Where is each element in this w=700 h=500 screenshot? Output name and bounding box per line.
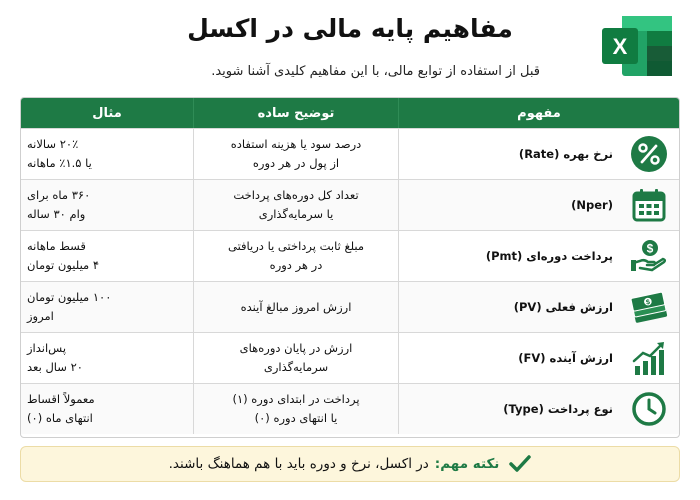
concept-cell (399, 384, 679, 434)
page-subtitle: قبل از استفاده از توابع مالی، با این مفاهیم کلیدی آشنا شوید. (211, 64, 540, 79)
example-cell (21, 180, 194, 230)
cash-stack-icon (629, 287, 669, 327)
example-line: امروز (27, 309, 54, 323)
description-cell (194, 129, 399, 179)
description-line: تعداد کل دوره‌های پرداخت (233, 188, 359, 202)
concept-cell (399, 129, 679, 179)
important-note (20, 446, 680, 482)
example-line: وام ۳۰ ساله (27, 207, 86, 221)
example-line: قسط ماهانه (27, 239, 86, 253)
table-row (21, 281, 679, 332)
example-cell (21, 129, 194, 179)
note-title: نکته مهم: (434, 456, 500, 472)
svg-text:$: $ (645, 298, 651, 307)
table-row (21, 332, 679, 383)
example-line: پس‌انداز (27, 341, 67, 355)
svg-text:X: X (612, 34, 628, 59)
concept-label: ارزش فعلی (PV) (513, 300, 613, 314)
concept-label: ارزش آینده (FV) (518, 351, 613, 365)
description-line: پرداخت در ابتدای دوره (۱) (232, 392, 360, 406)
example-cell (21, 333, 194, 383)
concept-cell (399, 282, 679, 332)
concept-label: نوع پرداخت (Type) (503, 402, 613, 416)
description-line: یا سرمایه‌گذاری (258, 207, 334, 221)
description-cell (194, 384, 399, 434)
page-title: مفاهیم پایه مالی در اکسل (187, 14, 513, 43)
concepts-table (20, 97, 680, 438)
concept-label: (Nper) (571, 198, 613, 212)
description-line: درصد سود یا هزینه استفاده (230, 137, 362, 151)
header-example: مثال (21, 98, 194, 128)
example-cell (21, 384, 194, 434)
example-line: ۲۰ سال بعد (27, 360, 83, 374)
concept-label: نرخ بهره (Rate) (518, 147, 613, 161)
example-cell (21, 282, 194, 332)
table-row (21, 128, 679, 179)
description-line: در هر دوره (269, 258, 323, 272)
description-line: سرمایه‌گذاری (263, 360, 329, 374)
header-description: توضیح ساده (194, 98, 399, 128)
example-line: ۱۰۰ میلیون تومان (27, 290, 112, 304)
description-line: یا انتهای دوره (۰) (254, 411, 338, 425)
example-line: انتهای ماه (۰) (27, 411, 93, 425)
description-line: ارزش در پایان دوره‌های (239, 341, 353, 355)
note-text: در اکسل، نرخ و دوره باید با هم هماهنگ باشند. (168, 456, 429, 472)
svg-text:$: $ (646, 241, 654, 256)
concept-cell (399, 180, 679, 230)
hand-money-icon (629, 236, 669, 276)
percent-icon (629, 134, 669, 174)
description-cell (194, 231, 399, 281)
example-line: ۳۶۰ ماه برای (27, 188, 91, 202)
growth-chart-icon (629, 338, 669, 378)
example-line: ۴ میلیون تومان (27, 258, 100, 272)
table-row (21, 179, 679, 230)
table-row (21, 383, 679, 434)
description-cell (194, 333, 399, 383)
calendar-icon (629, 185, 669, 225)
concept-cell (399, 333, 679, 383)
description-line: ارزش امروز مبالغ آینده (240, 299, 352, 314)
example-line: یا ۱.۵٪ ماهانه (27, 156, 92, 170)
table-header (21, 98, 679, 128)
description-cell (194, 282, 399, 332)
clock-icon (629, 389, 669, 429)
header-concept: مفهوم (517, 105, 561, 121)
example-line: معمولاً اقساط (27, 392, 95, 406)
description-cell (194, 180, 399, 230)
check-icon (509, 455, 531, 473)
description-line: از پول در هر دوره (252, 156, 340, 170)
example-cell (21, 231, 194, 281)
table-row (21, 230, 679, 281)
excel-logo-icon (600, 14, 674, 78)
concept-cell (399, 231, 679, 281)
description-line: مبلغ ثابت پرداختی یا دریافتی (227, 239, 365, 253)
example-line: ۲۰٪ سالانه (27, 137, 79, 151)
concept-label: پرداخت دوره‌ای (Pmt) (485, 249, 613, 263)
